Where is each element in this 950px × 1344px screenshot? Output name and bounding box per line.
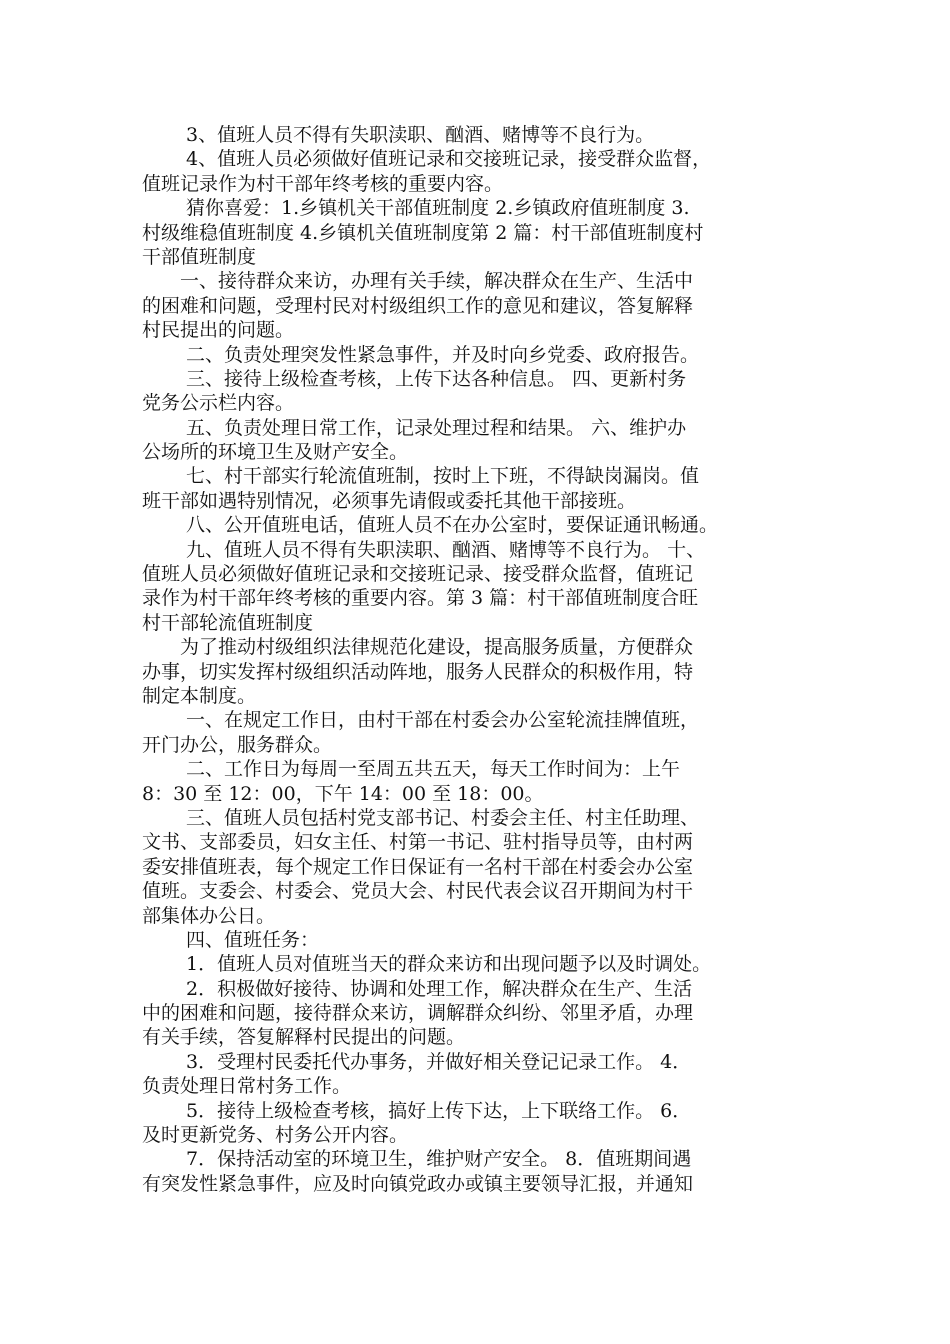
text-line: 值班记录作为村干部年终考核的重要内容。	[142, 172, 504, 195]
text-line: 七、村干部实行轮流值班制，按时上下班，不得缺岗漏岗。值	[142, 465, 700, 488]
document-body	[142, 123, 812, 1196]
text-line: 猜你喜爱：1.乡镇机关干部值班制度 2.乡镇政府值班制度 3.	[142, 197, 690, 220]
text-line: 党务公示栏内容。	[142, 392, 295, 415]
text-line: 5．接待上级检查考核，搞好上传下达，上下联络工作。 6．	[142, 1099, 692, 1122]
text-line: 1．值班人员对值班当天的群众来访和出现问题予以及时调处。	[142, 953, 712, 976]
text-line: 班干部如遇特别情况，必须事先请假或委托其他干部接班。	[142, 489, 637, 512]
text-line: 有关手续，答复解释村民提出的问题。	[142, 1026, 466, 1049]
text-line: 干部值班制度	[142, 245, 257, 268]
text-line: 文书、支部委员，妇女主任、村第一书记、驻村指导员等，由村两	[142, 831, 694, 854]
text-line: 4、值班人员必须做好值班记录和交接班记录，接受群众监督，	[142, 148, 712, 171]
text-line: 7．保持活动室的环境卫生，维护财产安全。 8．值班期间遇	[142, 1148, 692, 1171]
text-line: 九、值班人员不得有失职渎职、酗酒、赌博等不良行为。 十、	[142, 538, 706, 561]
text-line: 八、公开值班电话，值班人员不在办公室时，要保证通讯畅通。	[142, 514, 719, 537]
text-line: 四、值班任务：	[142, 928, 320, 951]
text-line: 三、接待上级检查考核，上传下达各种信息。 四、更新村务	[142, 367, 687, 390]
text-line: 8：30 至 12：00，下午 14：00 至 18：00。	[142, 782, 544, 805]
text-line: 公场所的环境卫生及财产安全。	[142, 441, 409, 464]
text-line: 一、在规定工作日，由村干部在村委会办公室轮流挂牌值班，	[142, 709, 700, 732]
text-line: 3、值班人员不得有失职渎职、酗酒、赌博等不良行为。	[142, 124, 655, 146]
text-line: 负责处理日常村务工作。	[142, 1075, 352, 1098]
text-line: 2．积极做好接待、协调和处理工作，解决群众在生产、生活	[142, 977, 693, 1000]
text-line: 为了推动村级组织法律规范化建设，提高服务质量，方便群众	[142, 636, 694, 659]
text-line: 值班。支委会、村委会、党员大会、村民代表会议召开期间为村干	[142, 880, 694, 903]
text-line: 值班人员必须做好值班记录和交接班记录、接受群众监督，值班记	[142, 563, 694, 586]
text-line: 的困难和问题，受理村民对村级组织工作的意见和建议，答复解释	[142, 294, 694, 317]
text-line: 有突发性紧急事件，应及时向镇党政办或镇主要领导汇报，并通知	[142, 1172, 694, 1195]
text-line: 五、负责处理日常工作，记录处理过程和结果。 六、维护办	[142, 416, 687, 439]
text-line: 村干部轮流值班制度	[142, 611, 314, 634]
text-line: 中的困难和问题，接待群众来访，调解群众纠纷、邻里矛盾，办理	[142, 1002, 694, 1025]
text-line: 3．受理村民委托代办事务，并做好相关登记记录工作。 4．	[142, 1050, 692, 1073]
text-line: 及时更新党务、村务公开内容。	[142, 1124, 409, 1147]
text-line: 录作为村干部年终考核的重要内容。第 3 篇：村干部值班制度合旺	[142, 587, 699, 610]
text-line: 三、值班人员包括村党支部书记、村委会主任、村主任助理、	[142, 806, 700, 829]
text-line: 村民提出的问题。	[142, 319, 295, 342]
text-line: 委安排值班表，每个规定工作日保证有一名村干部在村委会办公室	[142, 855, 694, 878]
text-line: 开门办公，服务群众。	[142, 733, 333, 756]
text-line: 村级维稳值班制度 4.乡镇机关值班制度第 2 篇：村干部值班制度村	[142, 221, 704, 244]
text-line: 部集体办公日。	[142, 904, 276, 927]
text-line: 二、负责处理突发性紧急事件，并及时向乡党委、政府报告。	[142, 343, 700, 366]
text-line: 二、工作日为每周一至周五共五天，每天工作时间为：上午	[142, 758, 681, 781]
text-line: 一、接待群众来访，办理有关手续，解决群众在生产、生活中	[142, 270, 694, 293]
text-line: 制定本制度。	[142, 684, 257, 707]
text-line: 办事，切实发挥村级组织活动阵地，服务人民群众的积极作用，特	[142, 660, 694, 683]
